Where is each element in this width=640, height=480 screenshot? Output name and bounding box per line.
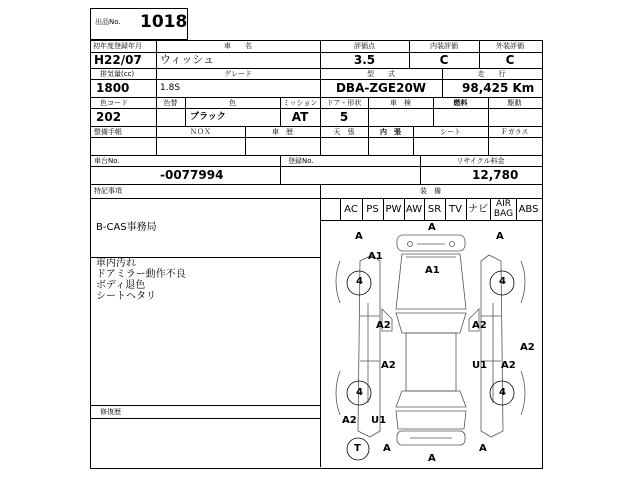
exterior-grade-value: C <box>505 53 515 67</box>
mark-left-rear-door: A2 <box>381 360 396 371</box>
seat-label: シート <box>440 128 461 136</box>
color-code-label: 色コード <box>100 99 128 107</box>
exterior-grade-label: 外装評価 <box>496 42 524 50</box>
notes-label: 特記事項 <box>94 187 122 195</box>
door-value: 5 <box>339 110 349 124</box>
mark-rear-bumper-left: A <box>383 443 391 454</box>
car-diagram-icon <box>320 221 541 467</box>
car-name-label: 車 名 <box>224 42 252 50</box>
mark-left-front-door: A2 <box>376 320 391 331</box>
mission-label: ミッション <box>282 99 318 107</box>
mark-right-rear-door: U1 <box>472 360 488 371</box>
mark-front-right-corner: A <box>496 231 504 242</box>
grade-value: 1.8S <box>160 83 181 93</box>
mark-left-rear-corner: A2 <box>342 415 357 426</box>
equipment-label: 装 備 <box>420 187 441 195</box>
interior-trim-label: 内 張 <box>380 128 401 136</box>
note-body-fade: ボディ退色 <box>96 280 146 291</box>
color-value: ブラック <box>190 112 226 122</box>
equipment-aw: AW <box>405 204 423 215</box>
drive-label: 駆動 <box>507 99 522 107</box>
equipment-ps: PS <box>366 204 379 215</box>
mission-value: AT <box>291 110 309 124</box>
mark-front-bumper: A <box>428 222 436 233</box>
chassis-label: 車台No. <box>94 157 120 165</box>
recycle-fee-value: 12,780 <box>472 168 519 182</box>
note-door-mirror: ドアミラー動作不良 <box>96 269 186 280</box>
lot-label: 出品No. <box>95 18 121 26</box>
color-change-label: 色替 <box>163 99 178 107</box>
equipment-pw: PW <box>385 204 402 215</box>
score-label: 評価点 <box>354 42 375 50</box>
equipment-sr: SR <box>427 204 442 215</box>
mark-left-rear-lamp: U1 <box>371 415 387 426</box>
equipment-airbag: AIR BAG <box>493 199 514 219</box>
mark-left-fender: A1 <box>368 251 383 262</box>
nox-label: ＮＯＸ <box>190 128 211 136</box>
door-label: ドア・形状 <box>326 99 362 107</box>
roof-lining-label: 天 張 <box>333 128 355 136</box>
equipment-navi: ナビ <box>468 204 488 215</box>
mark-hood: A1 <box>425 265 440 276</box>
tire-rear-left: 4 <box>356 387 363 398</box>
equipment-abs: ABS <box>518 204 539 215</box>
tire-front-right: 4 <box>499 276 506 287</box>
repair-history-label: 修復歴 <box>100 408 121 416</box>
chassis-value: -0077994 <box>160 168 224 182</box>
vehicle-history-label: 車 歴 <box>272 128 293 136</box>
model-value: DBA-ZGE20W <box>335 81 427 95</box>
interior-grade-value: C <box>439 53 449 67</box>
mark-right-front-door: A2 <box>472 320 487 331</box>
mark-right-side: A2 <box>520 342 535 353</box>
equipment-ac: AC <box>344 204 358 215</box>
mark-right-quarter: A2 <box>501 360 516 371</box>
recycle-fee-label: リサイクル料金 <box>456 157 505 165</box>
car-name-value: ウィッシュ <box>160 53 215 66</box>
lot-number: 1018 <box>140 12 188 32</box>
tire-front-left: 4 <box>356 276 363 287</box>
score-value: 3.5 <box>353 53 376 67</box>
front-glass-label: Ｆガラス <box>500 128 529 136</box>
color-label: 色 <box>229 99 236 107</box>
note-bcas: B-CAS事務局 <box>96 222 157 233</box>
first-registration-label: 初年度登録年月 <box>93 42 142 50</box>
mileage-label: 走 行 <box>477 70 506 78</box>
displacement-label: 排気量(cc) <box>100 70 135 78</box>
grade-label: グレード <box>224 70 252 78</box>
note-interior-dirt: 車内汚れ <box>96 258 136 269</box>
fuel-label: 燃料 <box>453 99 468 107</box>
maintenance-log-label: 整備手帳 <box>94 128 122 136</box>
registration-label: 登録No. <box>288 157 314 165</box>
note-seat-wear: シートヘタリ <box>96 291 156 302</box>
mark-rear-bumper-center: A <box>428 453 436 464</box>
tire-rear-right: 4 <box>499 387 506 398</box>
mark-front-left-corner: A <box>355 231 363 242</box>
equipment-tv: TV <box>449 204 462 215</box>
displacement-value: 1800 <box>96 81 130 95</box>
mark-spare-tire: T <box>354 443 361 454</box>
first-registration-value: H22/07 <box>94 53 142 67</box>
model-label: 型 式 <box>367 70 395 78</box>
color-code-value: 202 <box>96 110 122 124</box>
interior-grade-label: 内装評価 <box>430 42 458 50</box>
mileage-value: 98,425 Km <box>462 81 535 95</box>
inspection-label: 車 検 <box>390 99 411 107</box>
mark-rear-bumper-right: A <box>479 443 487 454</box>
